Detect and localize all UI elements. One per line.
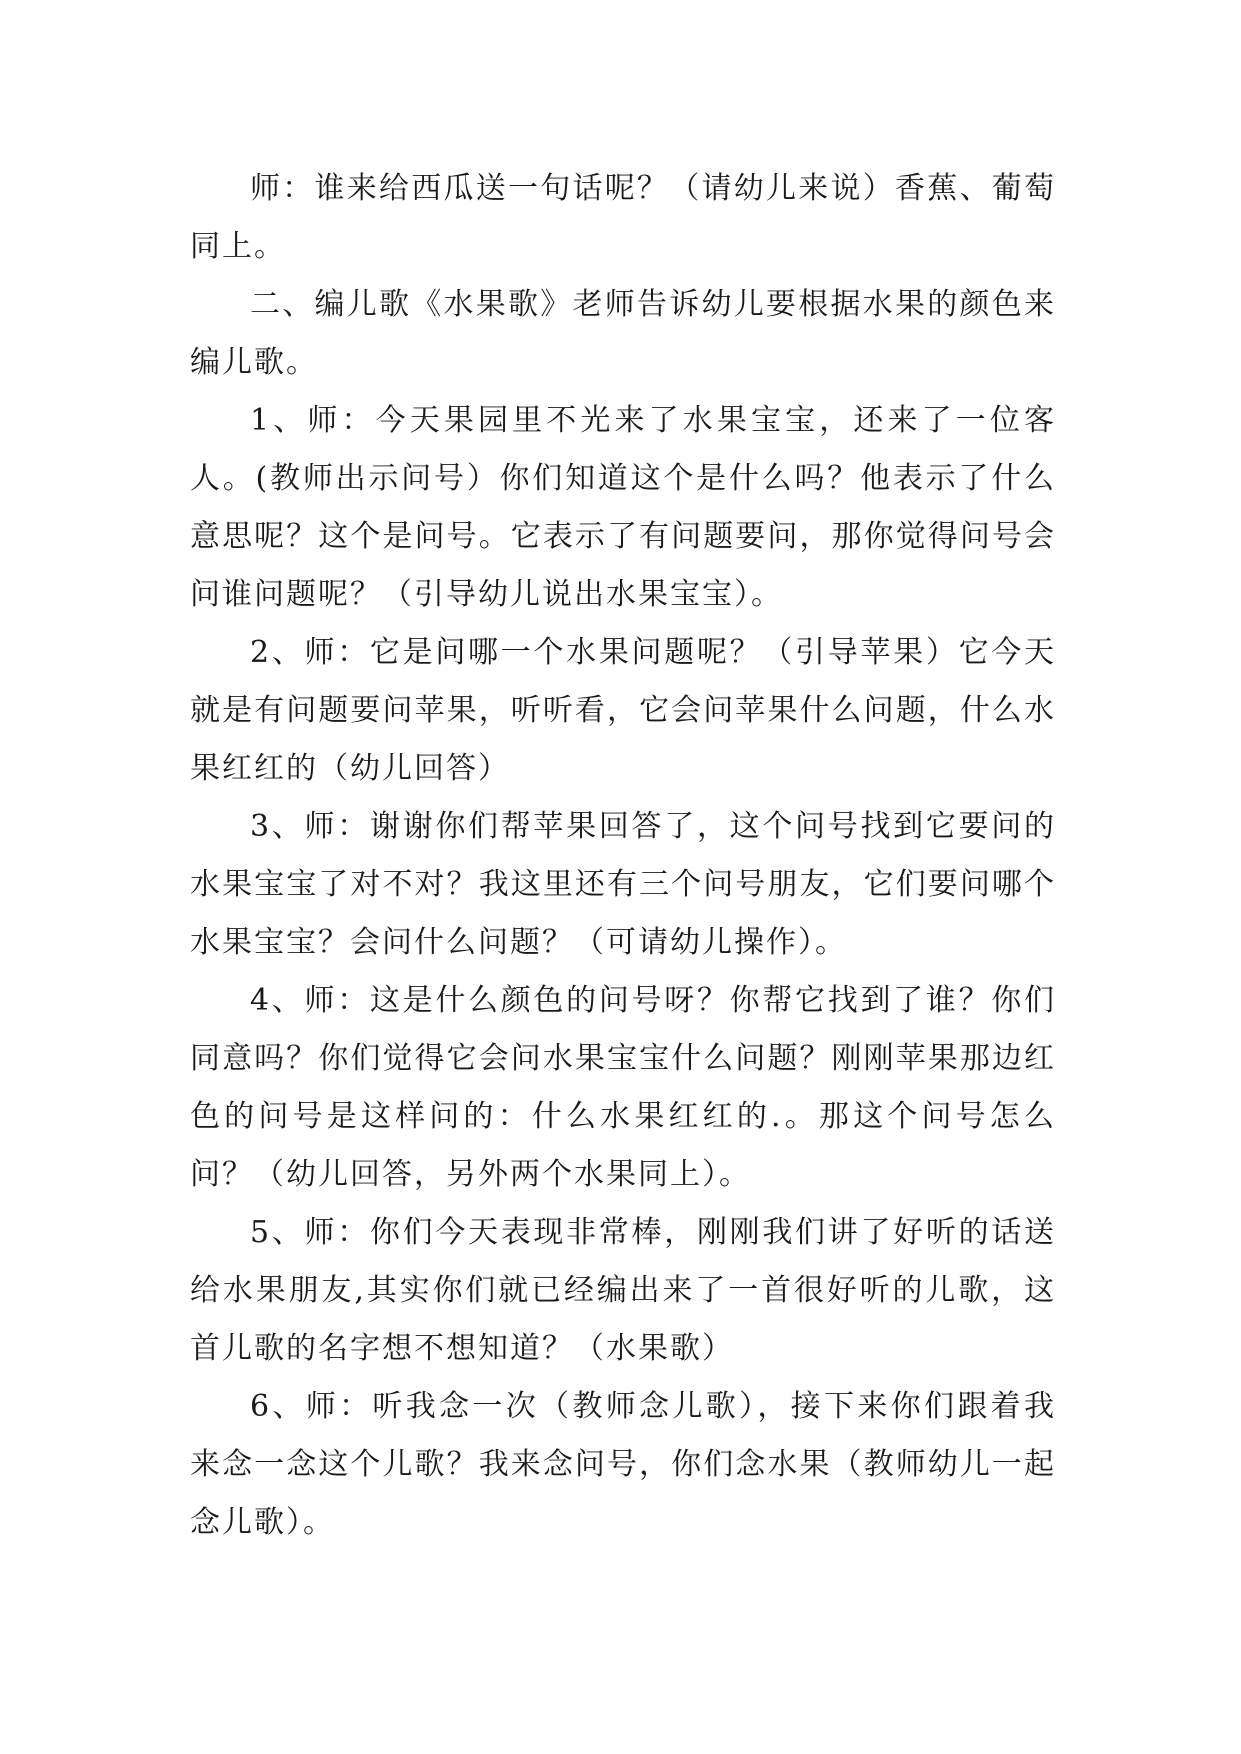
paragraph-7: 5、师：你们今天表现非常棒，刚刚我们讲了好听的话送给水果朋友,其实你们就已经编出来了一首很好听的儿歌，这首儿歌的名字想不想知道？（水果歌）: [190, 1215, 1056, 1366]
paragraph-4: 2、师：它是问哪一个水果问题呢？（引导苹果）它今天就是有问题要问苹果，听听看，它会问苹果什么问题，什么水果红红的（幼儿回答）: [190, 635, 1056, 786]
paragraph-1: 师：谁来给西瓜送一句话呢？（请幼儿来说）香蕉、葡萄同上。: [190, 171, 1056, 264]
paragraph-5: 3、师：谢谢你们帮苹果回答了，这个问号找到它要问的水果宝宝了对不对？我这里还有三个问号朋友，它们要问哪个水果宝宝？会问什么问题？（可请幼儿操作）。: [190, 809, 1056, 960]
document-page: [190, 160, 1056, 1552]
paragraph-8: 6、师：听我念一次（教师念儿歌），接下来你们跟着我来念一念这个儿歌？我来念问号，你们念水果（教师幼儿一起念儿歌）。: [190, 1389, 1056, 1540]
paragraph-2: 二、编儿歌《水果歌》老师告诉幼儿要根据水果的颜色来编儿歌。: [190, 287, 1056, 380]
paragraph-6: 4、师：这是什么颜色的问号呀？你帮它找到了谁？你们同意吗？你们觉得它会问水果宝宝什么问题？刚刚苹果那边红色的问号是这样问的：什么水果红红的.。那这个问号怎么问？（幼儿回答，另外两个水果同上）。: [190, 983, 1056, 1192]
paragraph-3: 1、师：今天果园里不光来了水果宝宝，还来了一位客人。(教师出示问号）你们知道这个是什么吗？他表示了什么意思呢？这个是问号。它表示了有问题要问，那你觉得问号会问谁问题呢？（引导幼儿说出水果宝宝）。: [190, 403, 1056, 612]
